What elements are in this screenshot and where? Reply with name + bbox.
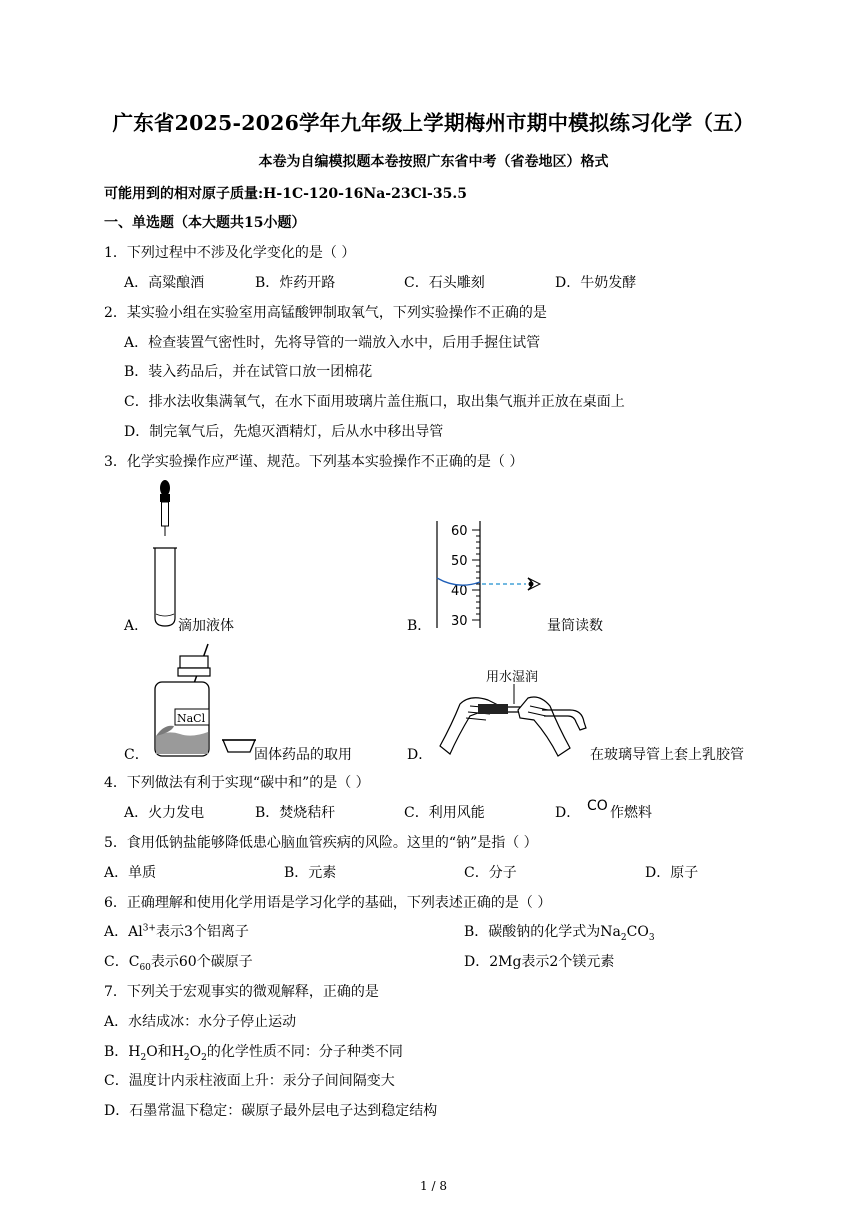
question-2-option-b: B．装入药品后，并在试管口放一团棉花 <box>124 364 373 380</box>
question-2-option-c: C．排水法收集满氧气，在水下面用玻璃片盖住瓶口，取出集气瓶并正放在桌面上 <box>124 394 625 410</box>
hands-glass-tube-figure <box>430 666 595 761</box>
question-3-label-b: B． <box>407 618 432 634</box>
question-4-d-formula: CO <box>587 798 608 814</box>
section-heading: 一、单选题（本大题共15小题） <box>104 215 306 231</box>
question-5-option-d: D．原子 <box>645 865 699 881</box>
question-3-caption-d: 在玻璃导管上套上乳胶管 <box>590 747 744 763</box>
question-3-label-d: D． <box>407 747 433 763</box>
question-7-option-c: C．温度计内汞柱液面上升：汞分子间间隔变大 <box>104 1073 395 1089</box>
question-7-option-b: B．$H_2O$和$H_2O_2$的化学性质不同：分子种类不同 <box>104 1044 403 1063</box>
question-6-stem: 6．正确理解和使用化学用语是学习化学的基础，下列表述正确的是（ ） <box>104 895 552 911</box>
question-3-label-a: A． <box>124 618 149 634</box>
question-2-stem: 2．某实验小组在实验室用高锰酸钾制取氧气，下列实验操作不正确的是 <box>104 305 547 321</box>
atomic-mass-note: 可能用到的相对原子质量:H-1C-120-16Na-23Cl-35.5 <box>104 186 467 202</box>
question-4-option-d: D． <box>555 805 581 821</box>
question-6-option-a: A．$Al^{3+}$表示3个铝离子 <box>104 923 249 940</box>
question-6-option-c: C．$C_{60}$表示60个碳原子 <box>104 954 253 973</box>
question-1-option-d: D．牛奶发酵 <box>555 275 637 291</box>
question-4-option-c: C．利用风能 <box>404 805 485 821</box>
question-3-caption-a: 滴加液体 <box>178 618 234 634</box>
dropper-testtube-figure <box>150 478 190 634</box>
reagent-jar-figure <box>150 644 285 759</box>
page-subtitle: 本卷为自编模拟题本卷按照广东省中考（省卷地区）格式 <box>258 154 609 170</box>
question-6-option-d: D．2Mg表示2个镁元素 <box>464 954 615 970</box>
question-6-option-b: B．碳酸钠的化学式为$Na_2CO_3$ <box>464 924 655 943</box>
question-4-d-suffix: 作燃料 <box>610 805 652 821</box>
cylinder-tick-60: 60 <box>451 524 468 539</box>
question-4-option-b: B．焚烧秸秆 <box>255 805 336 821</box>
question-1-option-c: C．石头雕刻 <box>404 275 485 291</box>
question-1-option-a: A．高粱酿酒 <box>124 275 205 291</box>
question-4-option-a: A．火力发电 <box>124 805 205 821</box>
question-5-option-b: B．元素 <box>284 865 337 881</box>
question-3-caption-c: 固体药品的取用 <box>254 747 352 763</box>
question-3-label-c: C． <box>124 747 149 763</box>
question-3-stem: 3．化学实验操作应严谨、规范。下列基本实验操作不正确的是（ ） <box>104 454 524 470</box>
question-2-option-d: D．制完氧气后，先熄灭酒精灯，后从水中移出导管 <box>124 424 444 440</box>
question-7-stem: 7．下列关于宏观事实的微观解释，正确的是 <box>104 984 379 1000</box>
page-title: 广东省2025-2026学年九年级上学期梅州市期中模拟练习化学（五） <box>112 111 755 135</box>
nacl-label: NaCl <box>177 712 206 725</box>
question-7-option-a: A．水结成冰：水分子停止运动 <box>104 1014 297 1030</box>
question-1-option-b: B．炸药开路 <box>255 275 336 291</box>
question-5-option-a: A．单质 <box>104 865 157 881</box>
cylinder-tick-50: 50 <box>451 554 468 569</box>
question-5-option-c: C．分子 <box>464 865 517 881</box>
cylinder-reading-figure <box>430 518 550 630</box>
question-3-caption-b: 量筒读数 <box>547 618 603 634</box>
page-number: 1 / 8 <box>420 1179 447 1193</box>
cylinder-tick-40: 40 <box>451 584 468 599</box>
cylinder-tick-30: 30 <box>451 614 468 629</box>
wet-label: 用水湿润 <box>486 670 539 685</box>
question-4-stem: 4．下列做法有利于实现“碳中和”的是（ ） <box>104 775 370 791</box>
question-1-stem: 1．下列过程中不涉及化学变化的是（ ） <box>104 245 356 261</box>
question-7-option-d: D．石墨常温下稳定：碳原子最外层电子达到稳定结构 <box>104 1103 438 1119</box>
question-2-option-a: A．检查装置气密性时，先将导管的一端放入水中，后用手握住试管 <box>124 335 541 351</box>
question-5-stem: 5．食用低钠盐能够降低患心脑血管疾病的风险。这里的“钠”是指（ ） <box>104 835 538 851</box>
